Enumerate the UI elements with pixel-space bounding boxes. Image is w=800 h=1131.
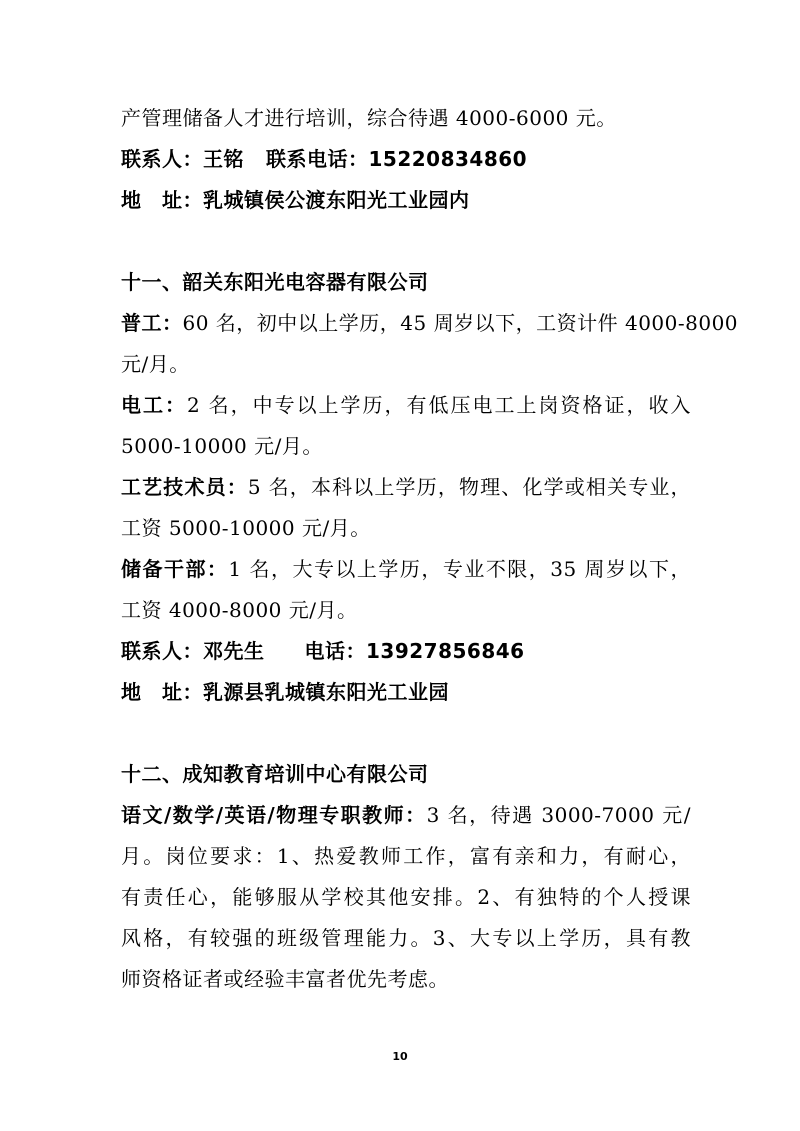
document-body: [121, 98, 739, 1000]
job-line: [121, 467, 691, 508]
address-label: 地 址：: [121, 188, 203, 212]
intro-contact-line: [121, 139, 691, 180]
job-title: 普工：: [121, 311, 183, 335]
job-line-continued: 有责任心，能够服从学校其他安排。2、有独特的个人授课: [121, 885, 691, 909]
job-line-continued: 师资格证者或经验丰富者优先考虑。: [121, 967, 449, 991]
page-number: 10: [392, 1050, 408, 1063]
contact-label: 联系人：: [121, 147, 203, 171]
section11-contact-line: [121, 631, 691, 672]
contact-name: 邓先生: [203, 639, 265, 663]
phone-number: 13927856846: [366, 639, 525, 663]
job-line: [121, 385, 691, 426]
job-line: [121, 795, 691, 836]
phone-label: 电话：: [304, 639, 366, 663]
job-title: 电工：: [121, 393, 187, 417]
contact-label: 联系人：: [121, 639, 203, 663]
job-line-continued: 元/月。: [121, 352, 190, 376]
address-value: 乳城镇侯公渡东阳光工业园内: [203, 188, 470, 212]
job-detail: 3 名，待遇 3000-7000 元/: [426, 803, 691, 827]
section-heading-11: 十一、韶关东阳光电容器有限公司: [121, 270, 429, 294]
section11-address-line: [121, 672, 691, 713]
job-detail: 60 名，初中以上学历，45 周岁以下，工资计件 4000-8000: [182, 311, 739, 335]
intro-continuation: 产管理储备人才进行培训，综合待遇 4000-6000 元。: [121, 106, 617, 130]
phone-label: 联系电话：: [266, 147, 369, 171]
job-line-continued: 工资 4000-8000 元/月。: [121, 598, 358, 622]
job-line: [121, 303, 739, 344]
job-title: 储备干部：: [121, 557, 229, 581]
job-line-continued: 工资 5000-10000 元/月。: [121, 516, 371, 540]
job-title: 语文/数学/英语/物理专职教师：: [121, 803, 427, 827]
job-line: [121, 549, 691, 590]
address-value: 乳源县乳城镇东阳光工业园: [203, 680, 449, 704]
job-line-continued: 5000-10000 元/月。: [121, 434, 323, 458]
contact-name: 王铭: [203, 147, 244, 171]
address-label: 地 址：: [121, 680, 203, 704]
phone-number: 15220834860: [368, 147, 528, 171]
job-detail: 1 名，大专以上学历，专业不限，35 周岁以下，: [228, 557, 691, 581]
job-title: 工艺技术员：: [121, 475, 248, 499]
job-detail: 5 名，本科以上学历，物理、化学或相关专业，: [247, 475, 691, 499]
job-detail: 2 名，中专以上学历，有低压电工上岗资格证，收入: [187, 393, 691, 417]
section-heading-12: 十二、成知教育培训中心有限公司: [121, 762, 429, 786]
job-line-continued: 风格，有较强的班级管理能力。3、大专以上学历，具有教: [121, 926, 691, 950]
intro-address-line: [121, 180, 691, 221]
job-line-continued: 月。岗位要求：1、热爱教师工作，富有亲和力，有耐心，: [121, 844, 691, 868]
